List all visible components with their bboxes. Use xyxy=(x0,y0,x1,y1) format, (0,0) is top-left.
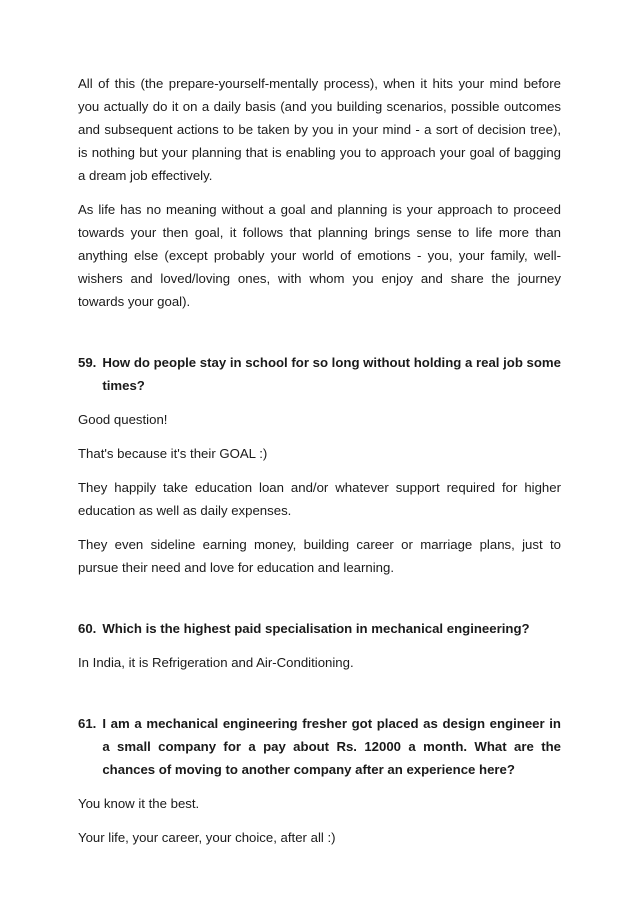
answer-paragraph: In India, it is Refrigeration and Air-Conditioning. xyxy=(78,655,354,670)
question-number: 61. xyxy=(78,716,97,731)
question-60 xyxy=(78,617,561,640)
paragraph: As life has no meaning without a goal and planning is your approach to proceed towards your then goal, it follows that planning brings sense to life more than anything else (except probably your world of emotions - you, your family, well-wishers and loved/loving ones, with whom you enjoy and share the journey towards your goal). xyxy=(78,202,561,309)
question-number: 59. xyxy=(78,355,97,370)
answer-paragraph: You know it the best. xyxy=(78,796,200,811)
question-text: How do people stay in school for so long without holding a real job some times? xyxy=(102,355,561,393)
question-number: 60. xyxy=(78,621,97,636)
answer-paragraph: They even sideline earning money, building career or marriage plans, just to pursue their need and love for education and learning. xyxy=(78,537,561,575)
question-59 xyxy=(78,351,561,397)
answer-paragraph: That's because it's their GOAL :) xyxy=(78,446,268,461)
document-page xyxy=(78,72,561,849)
paragraph: All of this (the prepare-yourself-mentally process), when it hits your mind before you actually do it on a daily basis (and you building scenarios, possible outcomes and subsequent actions to be taken by you in your mind - a sort of decision tree), is nothing but your planning that is enabling you to approach your goal of bagging a dream job effectively. xyxy=(78,76,561,183)
answer-paragraph: They happily take education loan and/or whatever support required for higher education as well as daily expenses. xyxy=(78,480,561,518)
answer-paragraph: Your life, your career, your choice, after all :) xyxy=(78,830,336,845)
question-61 xyxy=(78,712,561,781)
answer-paragraph: Good question! xyxy=(78,412,168,427)
question-text: I am a mechanical engineering fresher got placed as design engineer in a small company for a pay about Rs. 12000 a month. What are the chances of moving to another company after an experience here? xyxy=(102,716,561,777)
question-text: Which is the highest paid specialisation in mechanical engineering? xyxy=(102,621,530,636)
